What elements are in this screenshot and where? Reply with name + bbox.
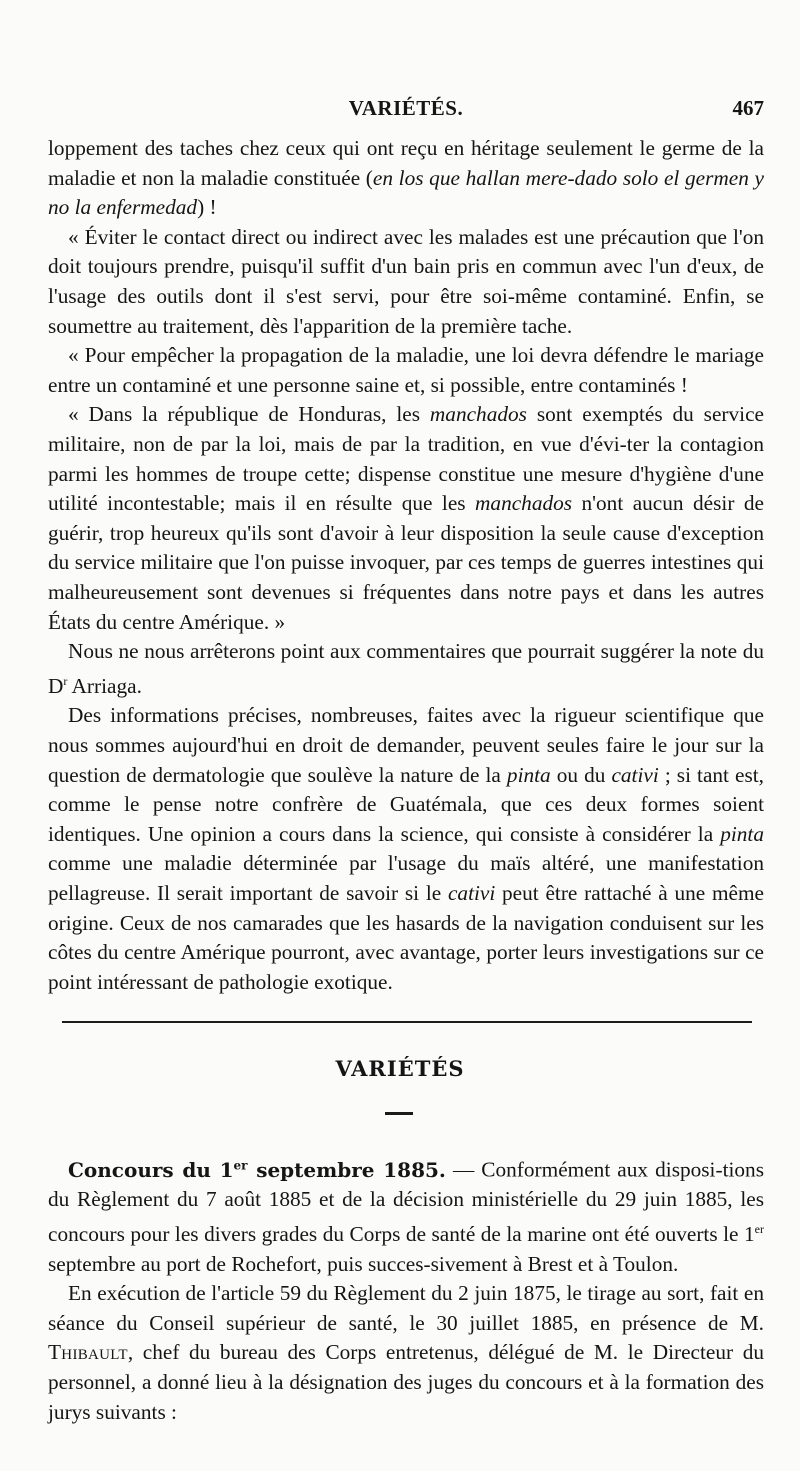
text-span: Arriaga. [67, 673, 142, 698]
running-head [48, 96, 764, 126]
text-span: — Conformément aux disposi-tions du Règlement du 7 août 1885 et de la décision ministérielle du 29 juin 1885, les concours pour les divers grades du Corps de santé de la marine ont été ouverts le 1 [48, 1157, 764, 1246]
italic-term: cativi [447, 880, 496, 905]
title-dash [385, 1112, 413, 1115]
person-name: Thibault [48, 1340, 128, 1365]
text-span: septembre au port de Rochefort, puis succes-sivement à Brest et à Toulon. [48, 1251, 679, 1276]
text-span: « Dans la république de Honduras, les [68, 402, 430, 427]
paragraph-2: « Éviter le contact direct ou indirect avec les malades est une précaution que l'on doit toujours prendre, puisqu'il suffit d'un bain pris en commun avec l'un d'eux, de l'usage des outils dont il s'est servi, pour être soi-même contaminé. Enfin, se soumettre au traitement, dès l'apparition de la première tache. [48, 224, 764, 338]
section-title: VARIÉTÉS [335, 1056, 465, 1081]
main-text [48, 134, 764, 997]
italic-term: cativi [611, 762, 659, 787]
section-divider [62, 1021, 752, 1023]
text-span: sont exemptés du service militaire, non de par la loi, mais de par la tradition, en vue d'évi-ter la contagion parmi les hommes de troupe cette; dispense constitue une mesure d'hygiène d'une utilité incontestable; mais il en résulte que les [48, 402, 764, 516]
section-paragraph-1 [48, 1151, 764, 1279]
paragraph-3: « Pour empêcher la propagation de la maladie, une loi devra défendre le mariage entre un contaminé et une personne saine et, si possible, entre contaminés ! [48, 343, 764, 397]
text-span: ou du [550, 762, 612, 787]
text-span: Des informations précises, nombreuses, faites avec la rigueur scientifique que nous sommes aujourd'hui en droit de demander, peuvent seules faire le jour sur la question de dermatologie que soulève la nature de la [48, 703, 764, 787]
text-span: Nous ne nous arrêterons point aux commentaires que pourrait suggérer la note du D [48, 639, 764, 698]
text-span: n'ont aucun désir de guérir, trop heureux qu'ils sont d'avoir à leur disposition la seule cause d'exception du service militaire que l'on puisse invoquer, par ces temps de guerres intestines qui malheureusement sont devenues si fréquentes dans notre pays et dans les autres États du centre Amérique. » [48, 491, 764, 634]
text-span: , chef du bureau des Corps entretenus, délégué de M. le Directeur du personnel, a donné lieu à la désignation des juges du concours et à la formation des jurys suivants : [48, 1340, 764, 1424]
italic-term: pinta [506, 762, 551, 787]
paragraph-6 [48, 701, 764, 997]
text-span: ) ! [197, 195, 217, 220]
text-span: En exécution de l'article 59 du Règlement du 2 juin 1875, le tirage au sort, fait en séance du Conseil supérieur de santé, le 30 juillet 1885, en présence de M. [48, 1281, 764, 1335]
paragraph-4 [48, 400, 764, 637]
text-span: peut être rattaché à une même origine. Ceux de nos camarades que les hasards de la navigation conduisent sur les côtes du centre Amérique pourront, avec avantage, porter leurs investigations sur ce point intéressant de pathologie exotique. [48, 880, 764, 994]
page-number: 467 [732, 96, 764, 120]
italic-term: manchados [429, 402, 527, 427]
lead-text: septembre 1885. [247, 1157, 446, 1182]
paragraph-1 [48, 134, 764, 223]
text-span: loppement des taches chez ceux qui ont reçu en héritage seulement le germe de la maladie et non la maladie constituée ( [48, 136, 764, 190]
text-span: ; si tant est, comme le pense notre confrère de Guatémala, que ces deux formes soient identiques. Une opinion a cours dans la science, qui consiste à considérer la [48, 762, 764, 846]
lead-text: Concours du 1 [68, 1157, 234, 1182]
lead-heading [68, 1158, 446, 1182]
paragraph-5 [48, 637, 764, 701]
italic-term: pinta [720, 821, 764, 846]
text-span: comme une maladie déterminée par l'usage du maïs altéré, une manifestation pellagreuse. Il serait important de savoir si le [48, 851, 764, 905]
superscript: er [754, 1221, 764, 1236]
spanish-quote: en los que hallan mere-dado solo el germen y no la enfermedad [48, 165, 764, 220]
superscript: r [63, 673, 68, 688]
section-paragraph-2 [48, 1279, 764, 1427]
italic-term: manchados [475, 491, 573, 516]
superscript: er [233, 1158, 248, 1172]
running-title: VARIÉTÉS. [348, 96, 464, 120]
section-text [48, 1151, 764, 1427]
